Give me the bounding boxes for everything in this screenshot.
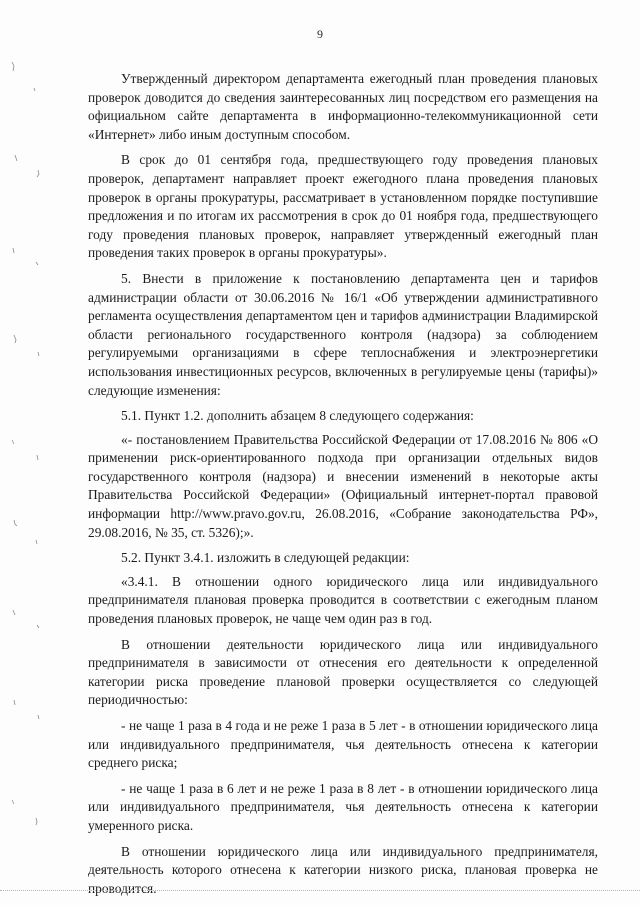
paragraph: - не чаще 1 раза в 4 года и не реже 1 раза в 5 лет - в отношении юридического лица или индивидуального предпринимателя, чья деятельность отнесена к категории среднего риска; xyxy=(88,718,598,771)
paragraph: «3.4.1. В отношении одного юридического лица или индивидуального предпринимателя плановая проверка проводится в соответствии с ежегодным планом проведения плановых проверок, не чаще чем один раз в год. xyxy=(88,573,598,627)
paragraph: В отношении деятельности юридического лица или индивидуального предпринимателя в зависимости от отнесения его деятельности к определенной категории риска проведение плановой проверки осуществляется со следующей периодичностью: xyxy=(88,636,598,708)
document-body xyxy=(88,70,598,905)
scan-edge-line xyxy=(0,890,640,892)
paragraph: В срок до 01 сентября года, предшествующего году проведения плановых проверок, департамент направляет проект ежегодного плана проведения плановых проверок в органы прокуратуры, рассматривает в установленном порядке поступившие предложения и по итогам их рассмотрения в срок до 01 ноября года, предшествующего году проведения плановых проверок, направляет утвержденный ежегодный план проведения таких проверок в органы прокуратуры». xyxy=(88,152,598,261)
paragraph: Утвержденный директором департамента ежегодный план проведения плановых проверок доводится до сведения заинтересованных лиц посредством его размещения на официальном сайте департамента в информационно-телекоммуникационной сети «Интернет» либо иным доступным способом. xyxy=(88,71,598,142)
paragraph: «- постановлением Правительства Российской Федерации от 17.08.2016 № 806 «О применении риск-ориентированного подхода при организации отдельных видов государственного контроля (надзора) и внесении изменений в некоторые акты Правительства Российской Федерации» (Официальный интернет-портал правовой информации http://www.pravo.gov.ru, 26.08.2016, «Собрание законодательства РФ», 29.08.2016, № 35, ст. 5326);». xyxy=(88,431,598,540)
paragraph: 5.1. Пункт 1.2. дополнить абзацем 8 следующего содержания: xyxy=(121,408,474,424)
scan-margin-artifacts xyxy=(0,0,60,905)
page-number: 9 xyxy=(317,27,323,41)
paragraph: - не чаще 1 раза в 6 лет и не реже 1 раза в 8 лет - в отношении юридического лица или индивидуального предпринимателя, чья деятельность отнесена к категории умеренного риска. xyxy=(88,780,598,833)
paragraph: В отношении юридического лица или индивидуального предпринимателя, деятельность которого отнесена к категории низкого риска, плановая проверка не проводится. xyxy=(88,843,598,896)
paragraph: 5.2. Пункт 3.4.1. изложить в следующей редакции: xyxy=(121,550,410,566)
paragraph: 5. Внести в приложение к постановлению департамента цен и тарифов администрации области от 30.06.2016 № 16/1 «Об утверждении административного регламента осуществления департаментом цен и тарифов администрации Владимирской области регионального государственного контроля (надзора) за соблюдением регулируемыми организациями в сфере теплоснабжения и электроэнергетики использования инвестиционных ресурсов, включенных в регулируемые цены (тарифы)» следующие изменения: xyxy=(88,270,598,398)
